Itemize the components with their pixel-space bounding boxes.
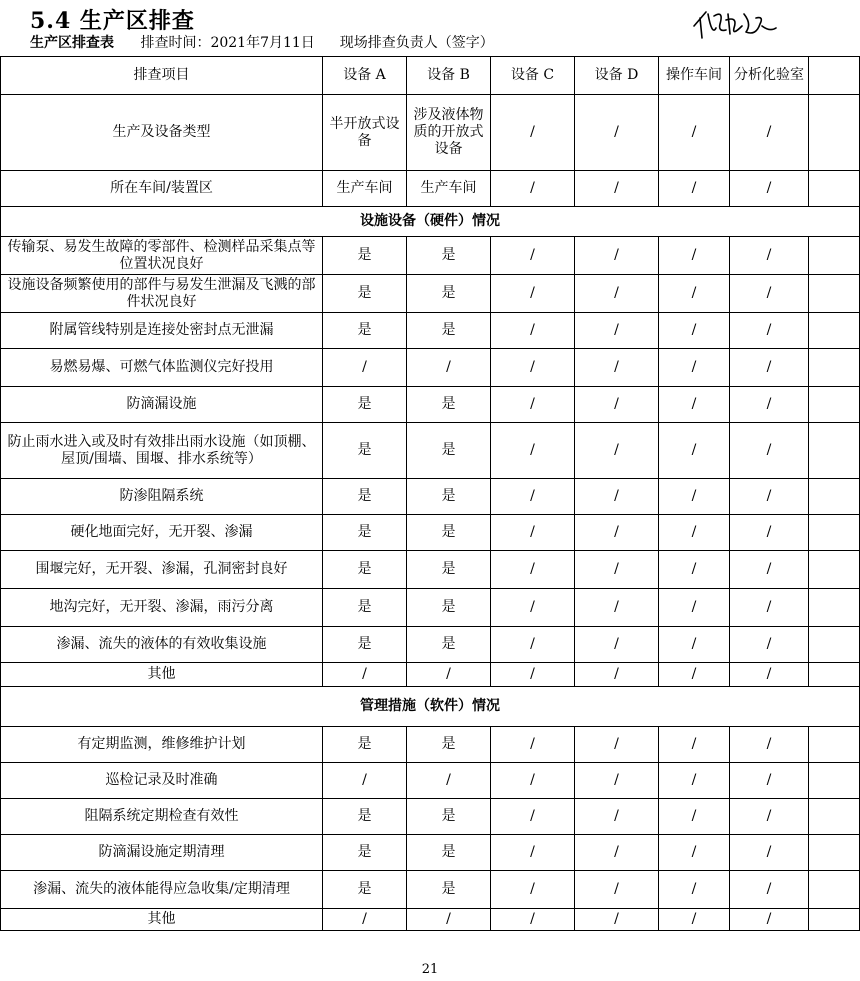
table-row — [1, 479, 860, 515]
row-value: 是 — [323, 589, 407, 627]
row-value: / — [575, 95, 659, 171]
empty-column-header — [809, 57, 860, 95]
row-value: / — [575, 627, 659, 663]
row-value: / — [491, 627, 575, 663]
row-value: / — [730, 799, 809, 835]
column-header: 排查项目 — [1, 57, 323, 95]
row-value: 生产车间 — [323, 171, 407, 207]
row-value: / — [407, 349, 491, 387]
row-value: / — [659, 95, 730, 171]
table-row — [1, 627, 860, 663]
row-value: 生产车间 — [407, 171, 491, 207]
row-value: / — [730, 95, 809, 171]
row-value: 是 — [323, 313, 407, 349]
row-value: / — [730, 551, 809, 589]
row-item: 传输泵、易发生故障的零部件、检测样品采集点等位置状况良好 — [1, 237, 323, 275]
row-value: / — [491, 423, 575, 479]
empty-cell — [809, 171, 860, 207]
row-value: / — [659, 727, 730, 763]
column-header: 设备 A — [323, 57, 407, 95]
row-value: / — [659, 313, 730, 349]
empty-cell — [809, 275, 860, 313]
row-value: / — [659, 349, 730, 387]
empty-cell — [809, 663, 860, 687]
row-value: 半开放式设备 — [323, 95, 407, 171]
column-header: 设备 B — [407, 57, 491, 95]
table-row — [1, 763, 860, 799]
production-area-survey-table — [0, 56, 860, 931]
table-row — [1, 871, 860, 909]
empty-cell — [809, 515, 860, 551]
row-value: 是 — [407, 479, 491, 515]
section-heading: 5.4 生产区排查 — [30, 8, 195, 34]
row-value: 是 — [323, 799, 407, 835]
table-row — [1, 515, 860, 551]
empty-cell — [809, 387, 860, 423]
empty-cell — [809, 909, 860, 931]
empty-cell — [809, 95, 860, 171]
empty-cell — [809, 589, 860, 627]
row-value: / — [730, 171, 809, 207]
row-value: / — [659, 909, 730, 931]
row-item: 生产及设备类型 — [1, 95, 323, 171]
empty-cell — [809, 835, 860, 871]
row-item: 渗漏、流失的液体的有效收集设施 — [1, 627, 323, 663]
table-row — [1, 589, 860, 627]
row-value: / — [575, 909, 659, 931]
row-value: 是 — [407, 551, 491, 589]
row-item: 巡检记录及时准确 — [1, 763, 323, 799]
row-value: / — [407, 763, 491, 799]
row-value: 是 — [407, 727, 491, 763]
row-value: / — [575, 727, 659, 763]
row-value: / — [491, 275, 575, 313]
row-value: / — [575, 237, 659, 275]
row-item: 围堰完好，无开裂、渗漏，孔洞密封良好 — [1, 551, 323, 589]
row-value: / — [659, 237, 730, 275]
row-value: / — [659, 551, 730, 589]
table-header-row — [1, 57, 860, 95]
table-row — [1, 313, 860, 349]
empty-cell — [809, 479, 860, 515]
column-header: 设备 D — [575, 57, 659, 95]
row-value: 是 — [407, 835, 491, 871]
row-item: 易燃易爆、可燃气体监测仪完好投用 — [1, 349, 323, 387]
row-value: 是 — [323, 551, 407, 589]
row-value: / — [491, 663, 575, 687]
row-item: 有定期监测，维修维护计划 — [1, 727, 323, 763]
table-row — [1, 237, 860, 275]
column-header: 操作车间 — [659, 57, 730, 95]
row-value: / — [491, 95, 575, 171]
empty-cell — [809, 423, 860, 479]
row-value: 是 — [407, 627, 491, 663]
row-item: 防渗阻隔系统 — [1, 479, 323, 515]
row-value: / — [491, 799, 575, 835]
row-value: / — [730, 349, 809, 387]
table-row — [1, 387, 860, 423]
row-value: / — [575, 589, 659, 627]
table-row — [1, 727, 860, 763]
row-value: / — [659, 799, 730, 835]
column-header: 设备 C — [491, 57, 575, 95]
row-value: / — [491, 237, 575, 275]
row-value: / — [575, 835, 659, 871]
column-header: 分析化验室 — [730, 57, 809, 95]
page-number: 21 — [421, 962, 439, 977]
table-row — [1, 551, 860, 589]
row-item: 硬化地面完好，无开裂、渗漏 — [1, 515, 323, 551]
row-value: / — [575, 551, 659, 589]
table-row — [1, 663, 860, 687]
row-value: 是 — [323, 275, 407, 313]
table-row — [1, 909, 860, 931]
row-value: / — [575, 479, 659, 515]
row-value: / — [575, 171, 659, 207]
row-value: / — [575, 663, 659, 687]
row-item: 渗漏、流失的液体能得应急收集/定期清理 — [1, 871, 323, 909]
row-value: 是 — [323, 627, 407, 663]
row-value: / — [575, 799, 659, 835]
row-value: / — [575, 387, 659, 423]
empty-cell — [809, 627, 860, 663]
row-value: 是 — [407, 423, 491, 479]
empty-cell — [809, 237, 860, 275]
table-row — [1, 423, 860, 479]
empty-cell — [809, 727, 860, 763]
row-value: 是 — [407, 313, 491, 349]
row-value: / — [659, 835, 730, 871]
row-value: / — [575, 763, 659, 799]
table-row — [1, 171, 860, 207]
row-value: / — [491, 727, 575, 763]
row-value: / — [730, 423, 809, 479]
row-value: 涉及液体物质的开放式设备 — [407, 95, 491, 171]
row-value: / — [730, 871, 809, 909]
row-value: / — [491, 909, 575, 931]
row-value: 是 — [407, 275, 491, 313]
row-value: / — [491, 515, 575, 551]
row-value: / — [659, 663, 730, 687]
row-value: / — [730, 237, 809, 275]
row-value: / — [659, 423, 730, 479]
row-value: / — [491, 589, 575, 627]
table-row — [1, 799, 860, 835]
row-value: / — [659, 871, 730, 909]
row-value: / — [491, 551, 575, 589]
row-value: / — [659, 387, 730, 423]
row-value: 是 — [323, 387, 407, 423]
row-value: / — [323, 763, 407, 799]
row-value: / — [730, 663, 809, 687]
row-value: 是 — [407, 589, 491, 627]
table-subtitle-line — [30, 32, 494, 52]
empty-cell — [809, 871, 860, 909]
row-item: 防滴漏设施 — [1, 387, 323, 423]
row-value: / — [575, 275, 659, 313]
responsible-person-label: 现场排查负责人（签字） — [339, 35, 494, 51]
row-value: / — [491, 171, 575, 207]
row-value: / — [730, 275, 809, 313]
row-value: / — [730, 627, 809, 663]
row-value: / — [730, 727, 809, 763]
row-value: / — [491, 763, 575, 799]
row-value: 是 — [323, 727, 407, 763]
table-row — [1, 835, 860, 871]
table-row — [1, 95, 860, 171]
row-value: / — [730, 515, 809, 551]
row-value: / — [730, 909, 809, 931]
row-value: 是 — [323, 871, 407, 909]
empty-cell — [809, 349, 860, 387]
row-value: / — [659, 515, 730, 551]
row-value: / — [659, 763, 730, 799]
row-value: 是 — [323, 423, 407, 479]
row-item: 附属管线特别是连接处密封点无泄漏 — [1, 313, 323, 349]
section-software-row — [1, 687, 860, 727]
handwritten-signature — [690, 6, 780, 40]
row-value: / — [491, 387, 575, 423]
row-value: / — [491, 313, 575, 349]
row-value: 是 — [407, 515, 491, 551]
row-value: / — [323, 349, 407, 387]
row-value: / — [491, 479, 575, 515]
row-value: / — [575, 515, 659, 551]
row-item: 其他 — [1, 663, 323, 687]
row-value: / — [575, 871, 659, 909]
row-item: 防止雨水进入或及时有效排出雨水设施（如顶棚、屋顶/围墙、围堰、排水系统等） — [1, 423, 323, 479]
section-software: 管理措施（软件）情况 — [1, 687, 860, 727]
table-title: 生产区排查表 — [30, 35, 114, 51]
row-value: / — [659, 275, 730, 313]
row-item: 其他 — [1, 909, 323, 931]
row-value: / — [575, 423, 659, 479]
empty-cell — [809, 313, 860, 349]
row-item: 地沟完好，无开裂、渗漏，雨污分离 — [1, 589, 323, 627]
section-hardware: 设施设备（硬件）情况 — [1, 207, 860, 237]
row-value: / — [659, 627, 730, 663]
row-value: / — [659, 479, 730, 515]
row-value: 是 — [323, 479, 407, 515]
empty-cell — [809, 799, 860, 835]
empty-cell — [809, 551, 860, 589]
row-value: 是 — [323, 835, 407, 871]
section-hardware-row — [1, 207, 860, 237]
inspection-time: 排查时间：2021年7月11日 — [140, 35, 315, 51]
row-value: / — [659, 171, 730, 207]
row-value: / — [407, 909, 491, 931]
row-item: 所在车间/装置区 — [1, 171, 323, 207]
row-value: / — [491, 349, 575, 387]
row-value: / — [575, 313, 659, 349]
row-value: / — [730, 589, 809, 627]
row-value: / — [575, 349, 659, 387]
row-value: / — [730, 835, 809, 871]
table-row — [1, 349, 860, 387]
row-value: 是 — [407, 799, 491, 835]
row-value: / — [491, 871, 575, 909]
row-value: / — [730, 387, 809, 423]
row-value: 是 — [407, 387, 491, 423]
row-item: 防滴漏设施定期清理 — [1, 835, 323, 871]
row-value: / — [659, 589, 730, 627]
row-value: 是 — [323, 237, 407, 275]
empty-cell — [809, 763, 860, 799]
row-value: / — [491, 835, 575, 871]
row-value: 是 — [407, 237, 491, 275]
row-item: 设施设备频繁使用的部件与易发生泄漏及飞溅的部件状况良好 — [1, 275, 323, 313]
row-value: / — [323, 663, 407, 687]
table-row — [1, 275, 860, 313]
row-value: 是 — [323, 515, 407, 551]
row-value: 是 — [407, 871, 491, 909]
row-value: / — [323, 909, 407, 931]
row-value: / — [407, 663, 491, 687]
row-item: 阻隔系统定期检查有效性 — [1, 799, 323, 835]
row-value: / — [730, 479, 809, 515]
row-value: / — [730, 763, 809, 799]
row-value: / — [730, 313, 809, 349]
